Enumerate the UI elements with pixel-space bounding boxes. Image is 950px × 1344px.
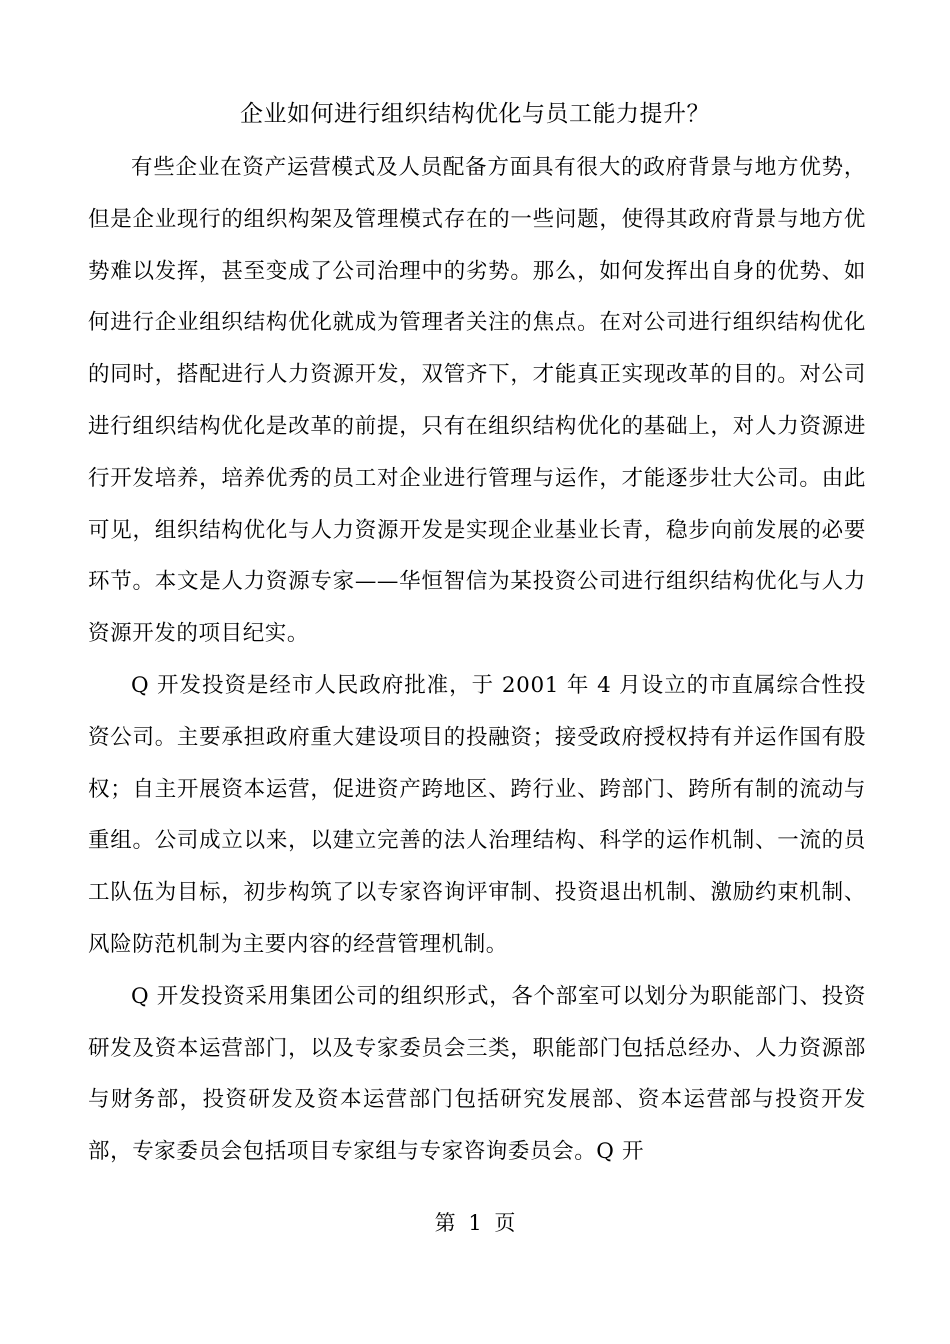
document-title: 企业如何进行组织结构优化与员工能力提升？ bbox=[240, 101, 710, 127]
page-number: 第 1 页 bbox=[434, 1211, 516, 1235]
paragraph-org-structure: Q 开发投资采用集团公司的组织形式，各个部室可以划分为职能部门、投资研发及资本运营部门，以及专家委员会三类，职能部门包括总经办、人力资源部与财务部，投资研发及资本运营部门包括研究发展部、资本运营部与投资开发部，专家委员会包括项目专家组与专家咨询委员会。Q 开 bbox=[88, 983, 866, 1165]
paragraph-intro: 有些企业在资产运营模式及人员配备方面具有很大的政府背景与地方优势，但是企业现行的组织构架及管理模式存在的一些问题，使得其政府背景与地方优势难以发挥，甚至变成了公司治理中的劣势。那么，如何发挥出自身的优势、如何进行企业组织结构优化就成为管理者关注的焦点。在对公司进行组织结构优化的同时，搭配进行人力资源开发，双管齐下，才能真正实现改革的目的。对公司进行组织结构优化是改革的前提，只有在组织结构优化的基础上，对人力资源进行开发培养，培养优秀的员工对企业进行管理与运作，才能逐步壮大公司。由此可见，组织结构优化与人力资源开发是实现企业基业长青，稳步向前发展的必要环节。本文是人力资源专家——华恒智信为某投资公司进行组织结构优化与人力资源开发的项目纪实。 bbox=[88, 155, 866, 647]
document-body bbox=[88, 142, 866, 1178]
paragraph-company-profile: Q 开发投资是经市人民政府批准，于 2001 年 4 月设立的市直属综合性投资公司。主要承担政府重大建设项目的投融资；接受政府授权持有并运作国有股权；自主开展资本运营，促进资产跨地区、跨行业、跨部门、跨所有制的流动与重组。公司成立以来，以建立完善的法人治理结构、科学的运作机制、一流的员工队伍为目标，初步构筑了以专家咨询评审制、投资退出机制、激励约束机制、风险防范机制为主要内容的经营管理机制。 bbox=[88, 672, 866, 957]
